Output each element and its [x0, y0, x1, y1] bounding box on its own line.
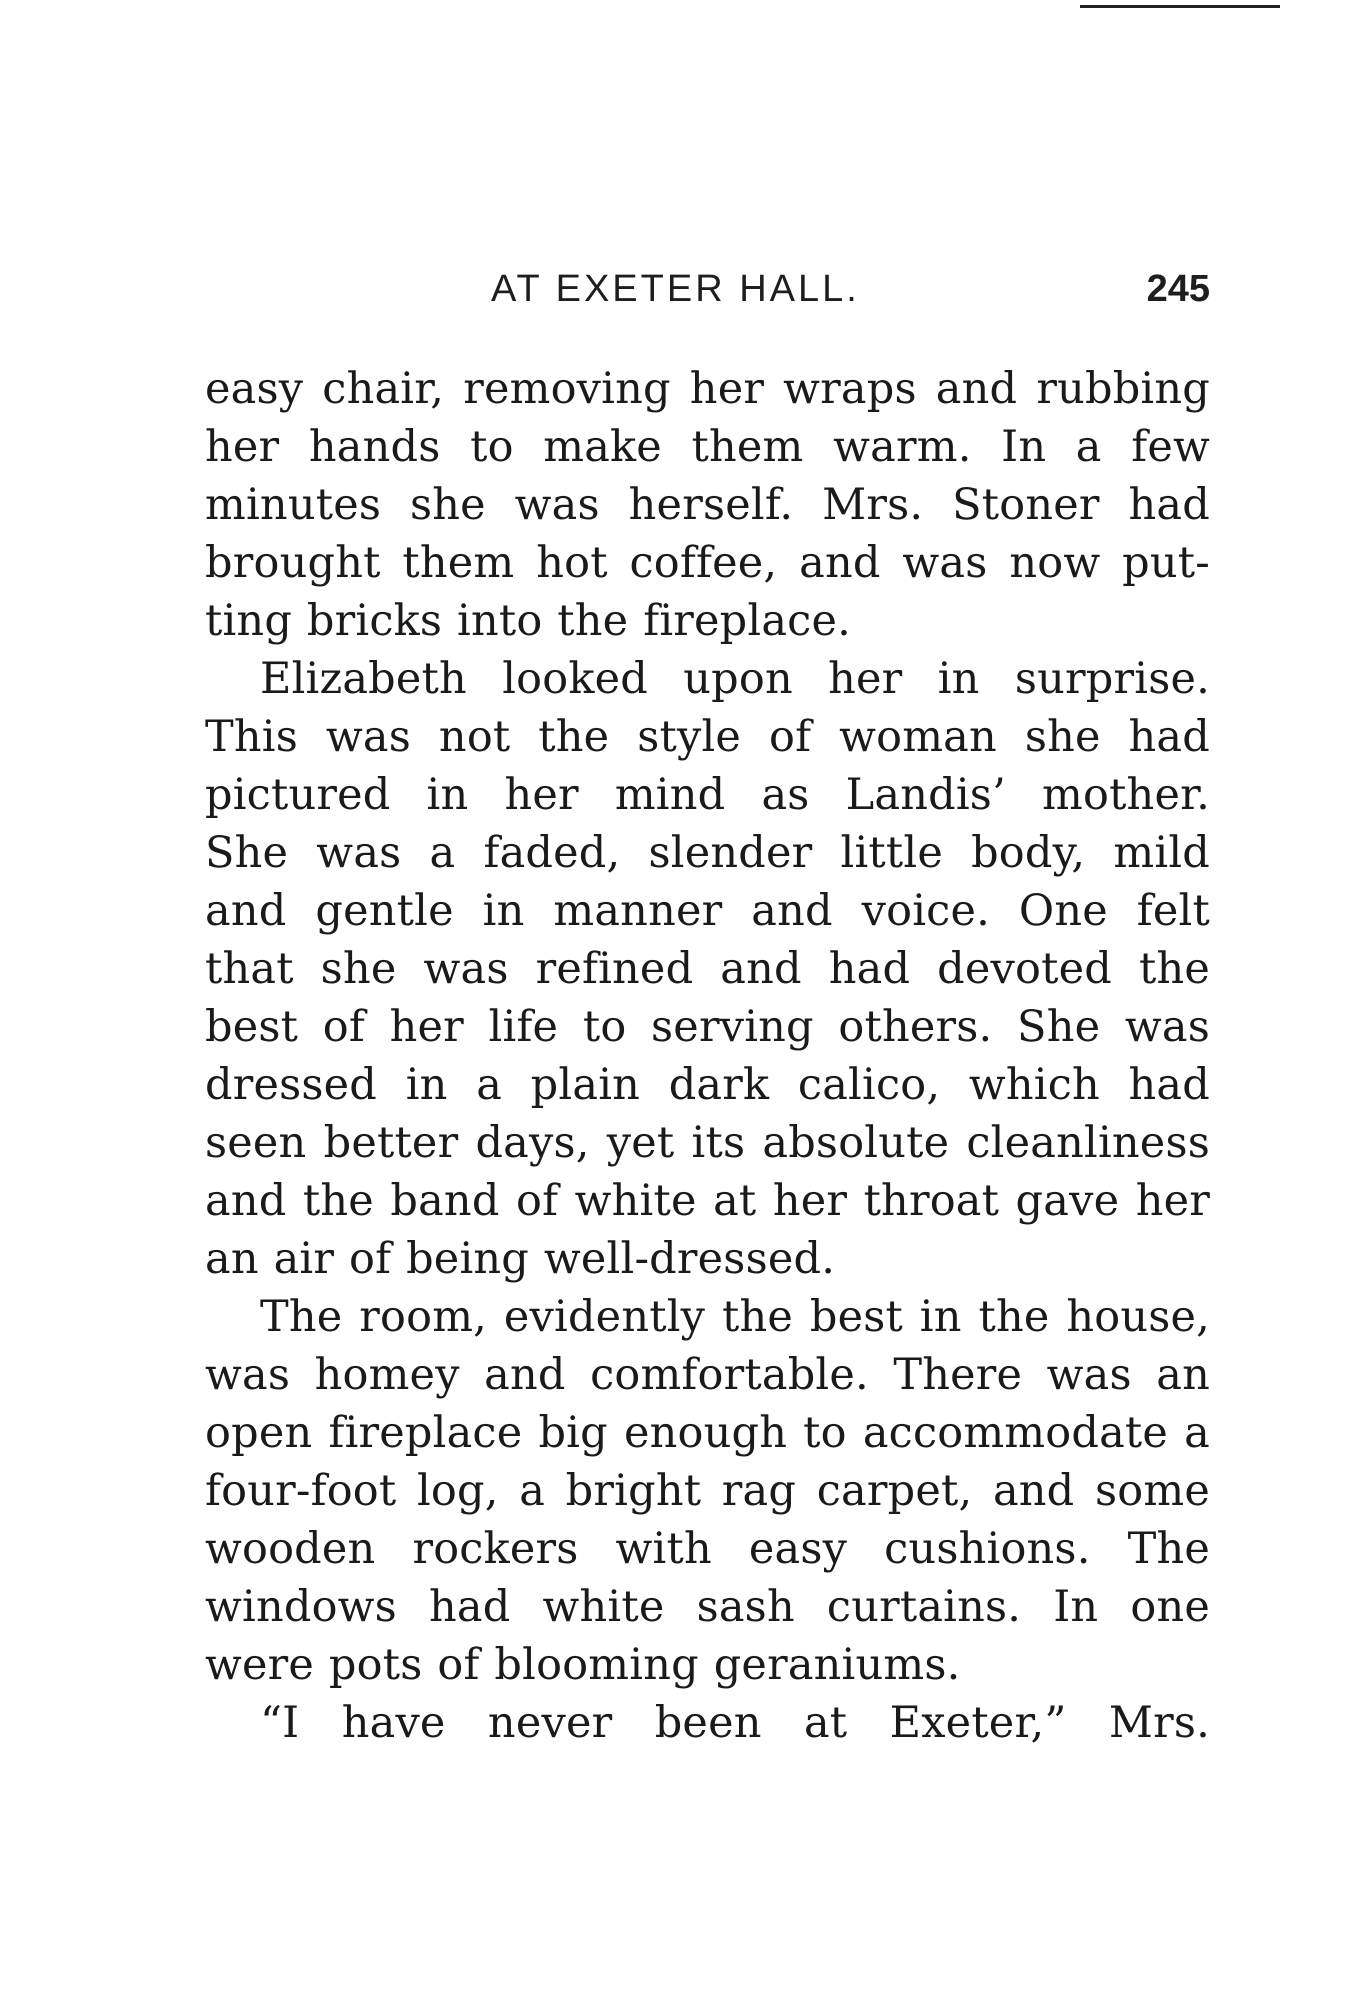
text-line: easy chair, removing her wraps and rubbing — [205, 364, 1210, 414]
body-text — [205, 360, 1210, 1752]
text-line: She was a faded, slender little body, mild — [205, 828, 1210, 878]
text-line: and the band of white at her throat gave her — [205, 1176, 1210, 1226]
page-number: 245 — [1146, 268, 1210, 310]
text-line: windows had white sash curtains. In one — [205, 1582, 1210, 1632]
text-line: that she was refined and had devoted the — [205, 944, 1210, 994]
text-line: seen better days, yet its absolute cleanliness — [205, 1118, 1210, 1168]
text-line: dressed in a plain dark calico, which had — [205, 1060, 1210, 1110]
text-line: “I have never been at Exeter,” Mrs. — [260, 1698, 1210, 1748]
text-line: wooden rockers with easy cushions. The — [205, 1524, 1210, 1574]
top-rule — [1080, 5, 1280, 8]
paragraph-1 — [205, 360, 1210, 650]
text-line: was homey and comfortable. There was an — [205, 1350, 1210, 1400]
paragraph-4 — [205, 1694, 1210, 1752]
text-line: ting bricks into the fireplace. — [205, 596, 851, 646]
text-line: pictured in her mind as Landis’ mother. — [205, 770, 1210, 820]
text-line: her hands to make them warm. In a few — [205, 422, 1210, 472]
text-line: minutes she was herself. Mrs. Stoner had — [205, 480, 1210, 530]
text-line: were pots of blooming geraniums. — [205, 1640, 961, 1690]
text-line: open fireplace big enough to accommodate a — [205, 1408, 1210, 1458]
text-line: This was not the style of woman she had — [205, 712, 1210, 762]
text-line: The room, evidently the best in the house, — [260, 1292, 1210, 1342]
running-title: AT EXETER HALL. — [491, 268, 860, 310]
text-line: and gentle in manner and voice. One felt — [205, 886, 1210, 936]
text-line: Elizabeth looked upon her in surprise. — [260, 654, 1210, 704]
text-line: brought them hot coffee, and was now put- — [205, 538, 1210, 588]
text-line: an air of being well-dressed. — [205, 1234, 836, 1284]
text-line: best of her life to serving others. She was — [205, 1002, 1210, 1052]
page-header — [205, 268, 1210, 318]
paragraph-3 — [205, 1288, 1210, 1694]
paragraph-2 — [205, 650, 1210, 1288]
text-line: four-foot log, a bright rag carpet, and some — [205, 1466, 1210, 1516]
